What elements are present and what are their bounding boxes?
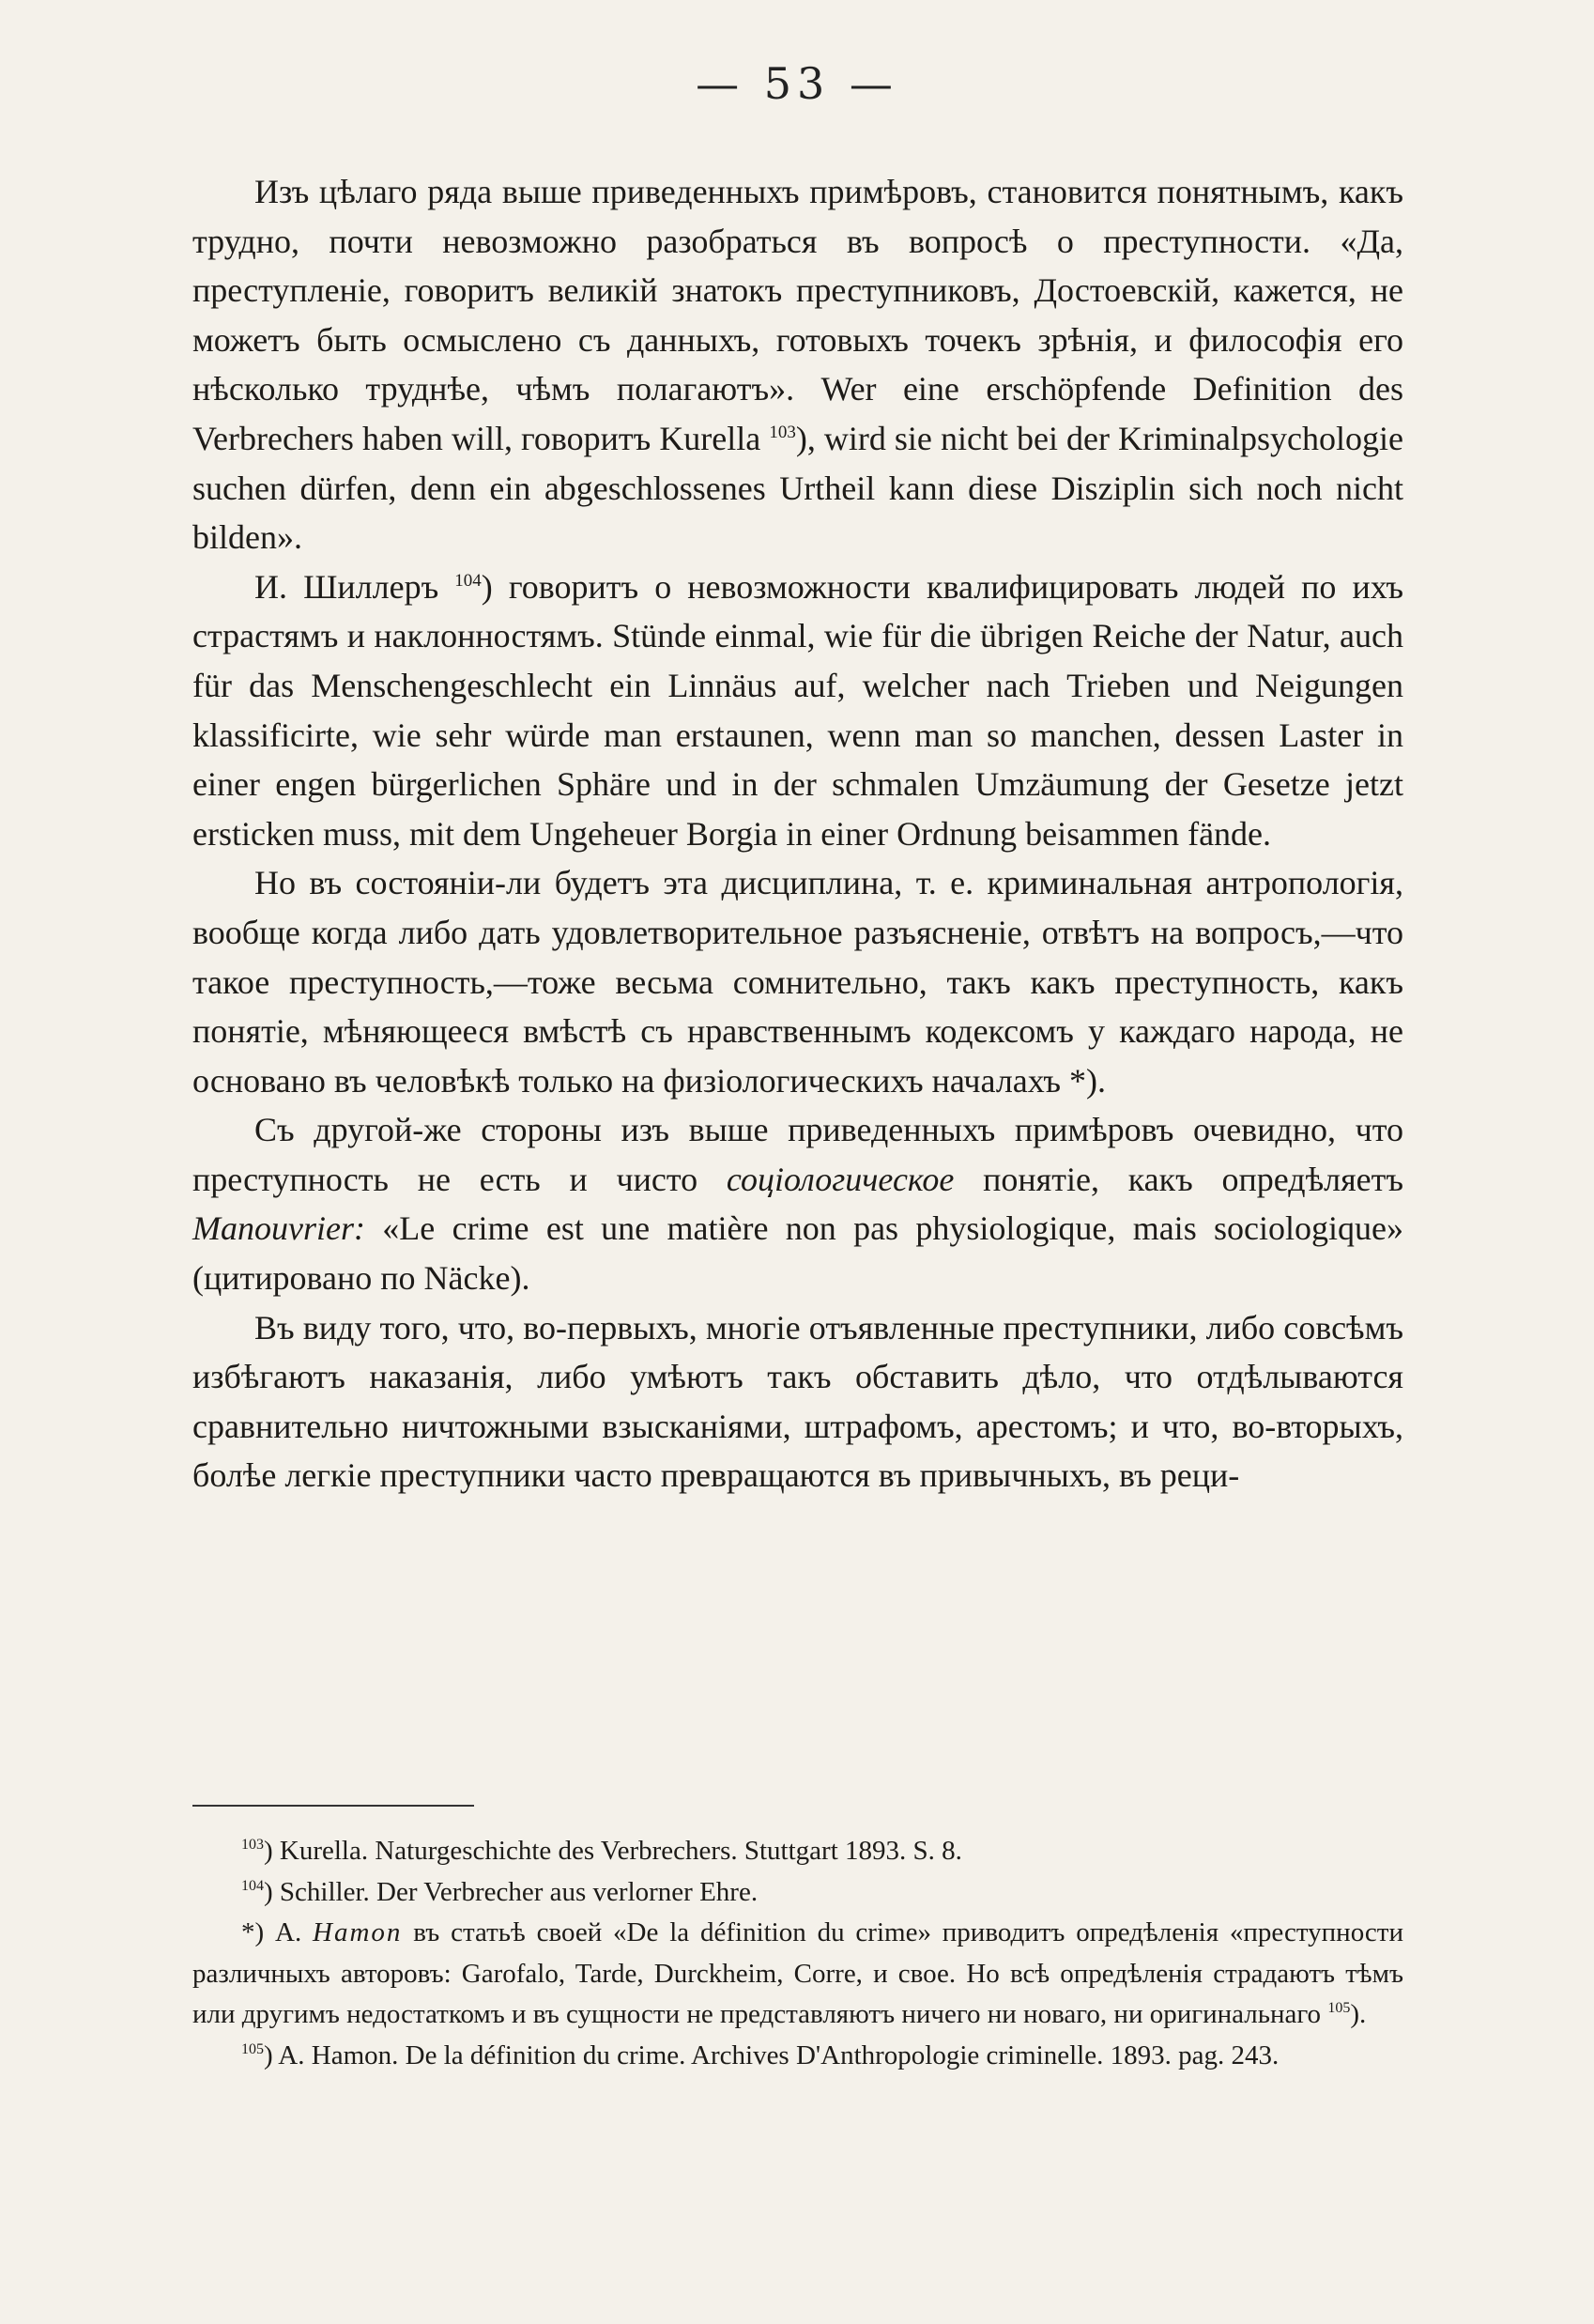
footnote-104: $^{104}$) Schiller. Der Verbrecher aus verlorner Ehre. (241, 1876, 759, 1907)
footnote-star: *) А. Hamon въ статьѣ своей «De la définition du crime» приводитъ опредѣленія «преступности различныхъ авторовъ: Garofalo, Tarde, Durckheim, Corre, и свое. Но всѣ опредѣленія страдаютъ тѣмъ или другимъ недостаткомъ и въ сущности не представляютъ ничего ни новаго, ни оригинальнаго $^{105}$). (192, 1917, 1403, 2029)
paragraph-3: Но въ состояніи-ли будетъ эта дисциплина, т. е. криминальная антропологія, вообще когда либо дать удовлетворительное разъясненіе, отвѣтъ на вопросъ,—что такое преступность,—тоже весьма сомнительно, такъ какъ преступность, какъ понятіе, мѣняющееся вмѣстѣ съ нравственнымъ кодексомъ у каждаго народа, не основано въ человѣкѣ только на физіологическихъ началахъ *). (192, 864, 1403, 1100)
paragraph-5: Въ виду того, что, во-первыхъ, многіе отъявленные преступники, либо совсѣмъ избѣгаютъ наказанія, либо умѣютъ такъ обставить дѣло, что отдѣлываются сравнительно ничтожными взысканіями, штрафомъ, арестомъ; и что, во-вторыхъ, болѣе легкіе преступники часто превращаются въ привычныхъ, въ реци- (192, 1308, 1403, 1495)
footnote-ref-104: 104 (454, 570, 482, 591)
footnote-divider (192, 1805, 474, 1807)
emphasis-manouvrier: Manouvrier: (192, 1209, 365, 1248)
paragraph-2: И. Шиллеръ $^{104}$) говоритъ о невозможности квалифицировать людей по ихъ страстямъ и наклонностямъ. Stünde einmal, wie für die übrigen Reiche der Natur, auch für das Menschengeschlecht ein Linnäus auf, welcher nach Trieben und Neigungen klassificirte, wie sehr würde man erstaunen, wenn man so manchen, dessen Laster in einer engen bürgerlichen Sphäre und in der schmalen Umzäumung der Gesetze jetzt ersticken muss, mit dem Ungeheuer Borgia in einer Ordnung beisammen fände. (192, 567, 1404, 853)
paragraph-1: Изъ цѣлаго ряда выше приведенныхъ примѣровъ, становится понятнымъ, какъ трудно, почти невозможно разобраться въ вопросѣ о преступности. «Да, преступленіе, говоритъ великій знатокъ преступниковъ, Достоевскій, кажется, не можетъ быть осмыслено съ данныхъ, готовыхъ точекъ зрѣнія, и философія его нѣсколько труднѣе, чѣмъ полагаютъ». Wer eine erschöpfende Definition des Verbrechers haben will, говоритъ Kurella $^{103}$), wird sie nicht bei der Kriminalpsychologie suchen dürfen, denn ein abgeschlossenes Urtheil kann diese Disziplin sich noch nicht bilden». (192, 173, 1404, 557)
page-number: — 53 — (696, 58, 898, 109)
emphasis-sociological: соціологическое (726, 1160, 955, 1198)
footnotes (192, 1831, 1403, 2076)
emphasis-hamon: Hamon (313, 1917, 403, 1947)
footnote-103: $^{103}$) Kurella. Naturgeschichte des Verbrechers. Stuttgart 1893. S. 8. (241, 1836, 962, 1866)
footnote-105: $^{105}$) A. Hamon. De la définition du crime. Archives D'Anthropologie criminelle. 1893. pag. 243. (241, 2039, 1280, 2070)
main-text (192, 167, 1403, 1501)
paragraph-4: Съ другой-же стороны изъ выше приведенныхъ примѣровъ очевидно, что преступность не есть и чисто соціологическое понятіе, какъ опредѣляетъ Manouvrier: «Le crime est une matière non pas physiologique, mais sociologique» (цитировано по Näcke). (192, 1111, 1403, 1298)
footnote-ref-103: 103 (769, 422, 796, 442)
